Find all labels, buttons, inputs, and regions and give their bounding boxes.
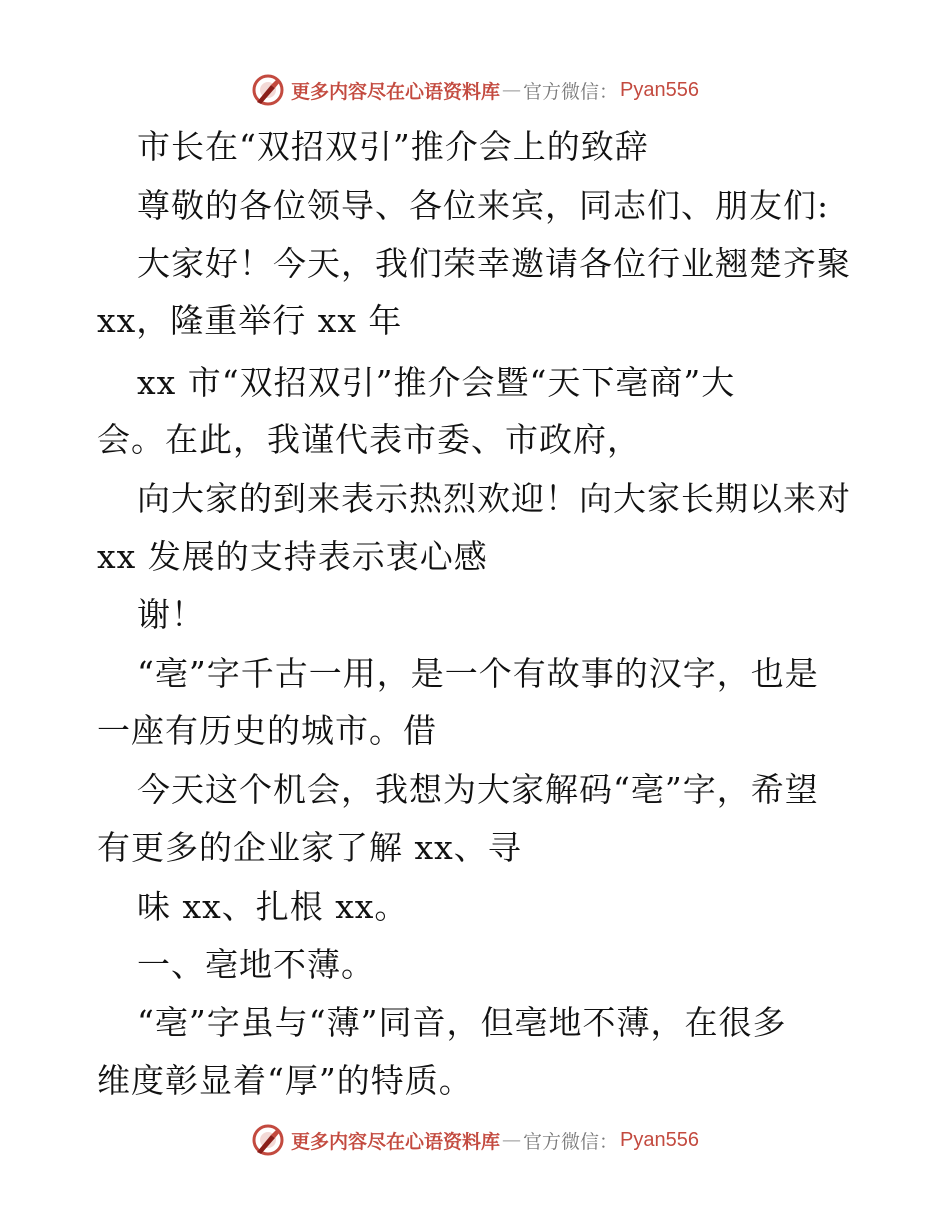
text-line: 会。在此，我谨代表市委、市政府， (97, 420, 641, 459)
text-line: 有更多的企业家了解 xx、寻 (97, 828, 522, 867)
banner-wechat-label: 官方微信： (523, 1130, 619, 1153)
document-title: 市长在“双招双引”推介会上的致辞 (137, 127, 649, 166)
banner-slogan: 更多内容尽在心语资料库 (291, 1130, 501, 1153)
text-line: xx 市“双招双引”推介会暨“天下亳商”大 (137, 363, 736, 402)
banner-separator: — (502, 79, 522, 101)
text-line: 今天这个机会，我想为大家解码“亳”字，希望 (137, 770, 819, 809)
text-line: 维度彰显着“厚”的特质。 (97, 1061, 473, 1100)
text-line: “亳”字虽与“薄”同音，但亳地不薄，在很多 (137, 1003, 787, 1042)
banner-wechat-id: Pyan556 (620, 78, 699, 101)
section-heading: 一、亳地不薄。 (137, 945, 375, 984)
footer-banner (0, 1120, 950, 1160)
banner-slogan: 更多内容尽在心语资料库 (291, 80, 501, 103)
text-line: xx 发展的支持表示衷心感 (97, 537, 488, 576)
text-line: 向大家的到来表示热烈欢迎！向大家长期以来对 (137, 479, 851, 518)
pen-circle-logo-icon (251, 1123, 285, 1157)
banner-wechat-id: Pyan556 (620, 1128, 699, 1151)
pen-circle-logo-icon (251, 73, 285, 107)
text-line: 一座有历史的城市。借 (97, 711, 437, 750)
text-line: xx，隆重举行 xx 年 (97, 301, 403, 340)
text-line: 谢！ (137, 595, 205, 634)
text-line: 大家好！今天，我们荣幸邀请各位行业翘楚齐聚 (137, 244, 851, 283)
text-line: 味 xx、扎根 xx。 (137, 887, 409, 926)
header-banner (0, 70, 950, 110)
text-line: 尊敬的各位领导、各位来宾，同志们、朋友们: (137, 186, 830, 225)
banner-wechat-label: 官方微信： (523, 80, 619, 103)
text-line: “亳”字千古一用，是一个有故事的汉字，也是 (137, 654, 819, 693)
banner-separator: — (502, 1129, 522, 1151)
